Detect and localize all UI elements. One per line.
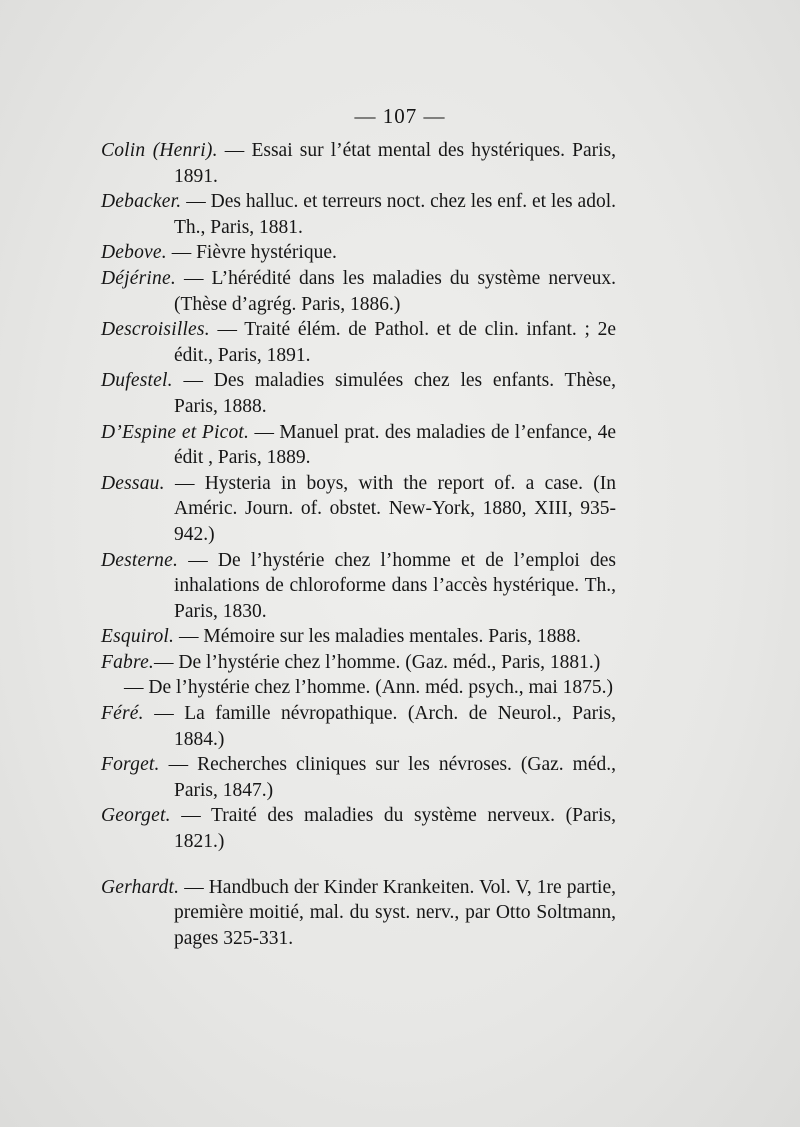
entry-author: Desterne. (101, 549, 179, 571)
entry-text: — La famille névropathique. (Arch. de Neurol., Paris, 1884.) (143, 703, 616, 750)
entry-text: — De l’hystérie chez l’homme. (Gaz. méd., Paris, 1881.) (154, 651, 601, 673)
entry-author: Déjérine. (101, 267, 176, 289)
bibliography-entry (101, 189, 616, 240)
entry-text: — Mémoire sur les maladies mentales. Paris, 1888. (174, 626, 581, 648)
bibliography-entry (101, 138, 616, 189)
bibliography-entry (101, 266, 616, 317)
entry-author: Colin (Henri). (101, 140, 218, 161)
entry-text: — L’hérédité dans les maladies du système nerveux. (Thèse d’agrég. Paris, 1886.) (174, 267, 616, 315)
entry-author: Forget. (101, 754, 160, 776)
bibliography-entry (101, 624, 616, 650)
bibliography-entry (101, 548, 616, 625)
bibliography-entry (101, 675, 616, 701)
entry-text: — Traité des maladies du système nerveux. (Paris, 1821.) (170, 805, 616, 853)
entry-author: Descroisilles. (101, 319, 210, 341)
entry-text: — Fièvre hystérique. (166, 242, 337, 264)
bibliography-entry (101, 368, 616, 419)
bibliography-entry (101, 240, 616, 266)
entry-text: — De l’hystérie chez l’homme. (Ann. méd. psych., mai 1875.) (124, 677, 613, 699)
entry-author: Féré. (101, 703, 144, 725)
page-number: — 107 — (354, 104, 446, 128)
bibliography-list (101, 138, 616, 951)
entry-author: Dessau. (101, 472, 165, 494)
entry-author: Debacker. (101, 191, 182, 213)
entry-text: — Handbuch der Kinder Krankeiten. Vol. V, 1re partie, première moitié, mal. du syst. nerv., par Otto Soltmann, pages 325-331. (174, 876, 616, 949)
entry-author: Fabre. (101, 651, 155, 673)
entry-author: Georget. (101, 805, 171, 827)
entry-text: — Recherches cliniques sur les névroses. (Gaz. méd., Paris, 1847.) (159, 754, 616, 801)
bibliography-entry (101, 752, 616, 803)
bibliography-entry (101, 701, 616, 752)
entry-text: — Des halluc. et terreurs noct. chez les enf. et les adol. Th., Paris, 1881. (174, 191, 616, 238)
entry-text: — Manuel prat. des maladies de l’enfance, 4e édit , Paris, 1889. (174, 421, 616, 469)
entry-text: — Des maladies simulées chez les enfants. Thèse, Paris, 1888. (172, 370, 616, 417)
bibliography-entry (101, 803, 616, 854)
bibliography-entry (101, 317, 616, 368)
bibliography-entry (101, 471, 616, 548)
entry-text: — De l’hystérie chez l’homme et de l’emploi des inhalations de chloroforme dans l’accès hystérique. Th., Paris, 1830. (174, 549, 616, 622)
entry-author: D’Espine et Picot. (101, 421, 250, 443)
entry-text: — Essai sur l’état mental des hystériques. Paris, 1891. (174, 140, 616, 187)
entry-author: Debove. (101, 242, 167, 264)
entry-text: — Hysteria in boys, with the report of. a case. (In Améric. Journ. of. obstet. New-York, 1880, XIII, 935-942.) (164, 472, 616, 545)
entry-author: Gerhardt. (101, 876, 180, 898)
bibliography-entry (101, 650, 616, 676)
entry-author: Esquirol. (101, 626, 175, 648)
entry-author: Dufestel. (101, 370, 173, 392)
bibliography-entry (101, 420, 616, 471)
bibliography-entry (101, 875, 616, 952)
entry-text: — Traité élém. de Pathol. et de clin. infant. ; 2e édit., Paris, 1891. (174, 319, 616, 366)
